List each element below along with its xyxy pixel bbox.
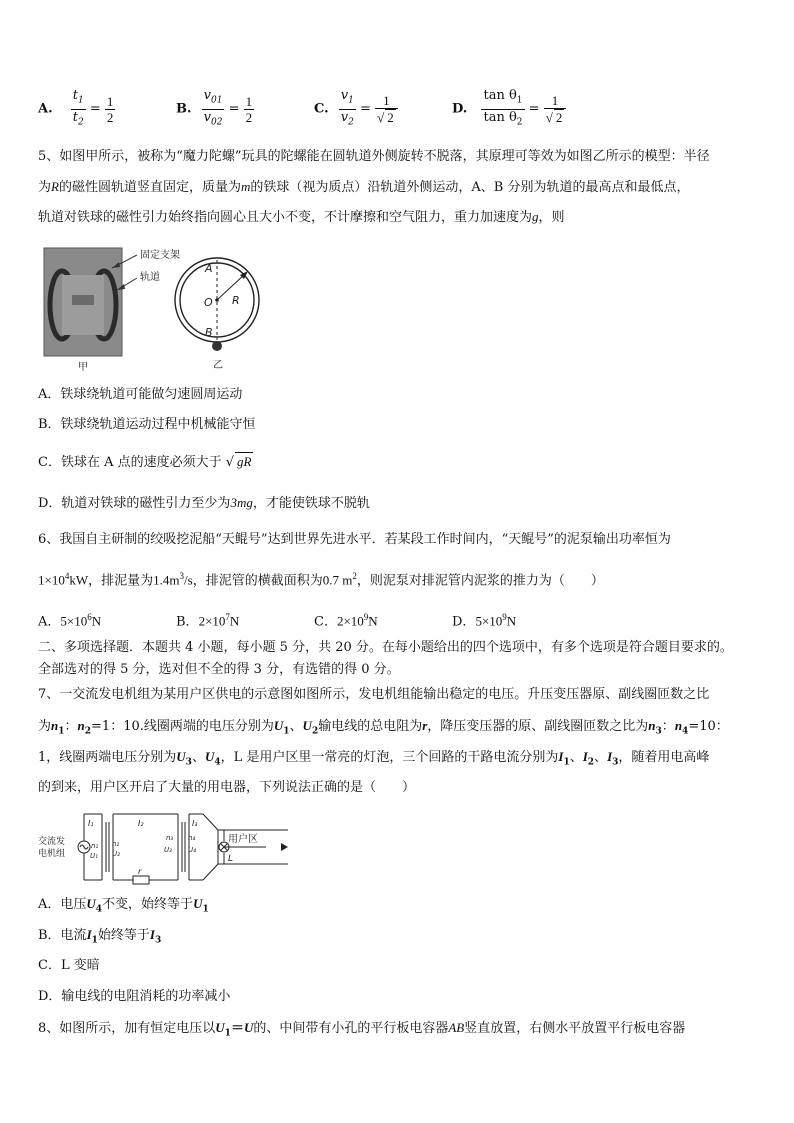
label-i1: I₁: [88, 819, 94, 828]
q5-stem-line-2: 为R的磁性圆轨道竖直固定，质量为m的铁球（视为质点）沿轨道外侧运动，A、B 分别为轨道的最高点和最低点，: [38, 179, 690, 195]
q7-stem-line-3: 1，线圈两端电压分别为$U_3$、$U_4$，L 是用户区里一常亮的灯泡，三个回路的干路电流分别为$I_1$、$I_2$、$I_3$，随着用电高峰: [38, 749, 710, 768]
q5-stem-line-1: 5、如图甲所示，被称为“魔力陀螺”玩具的陀螺能在圆轨道外侧旋转不脱落，其原理可等效为如图乙所示的模型：半径: [38, 149, 710, 164]
fraction: $\frac{v_{01}}{v_{02}}$: [203, 88, 223, 128]
iron-ball: [212, 341, 222, 351]
label-r: R: [232, 294, 240, 307]
point-o: O: [204, 296, 213, 309]
q7-option-a: A．电压$U_4$不变，始终等于$U_1$: [38, 896, 209, 915]
q7-option-b: B．电流$I_1$始终等于$I_3$: [38, 927, 162, 946]
fraction: $\frac{1}{√ 2}$: [375, 93, 398, 125]
q4-option-a: A. $\frac{t_1}{t_2}$ = $\frac{1}{2}$: [38, 88, 115, 130]
label-gen-2: 电机组: [38, 849, 66, 859]
label-i2: I₂: [138, 819, 144, 828]
label-lamp-l: L: [228, 854, 234, 864]
q7-circuit-diagram: [38, 808, 300, 888]
point-b: B: [205, 326, 213, 339]
label-u3: U₃: [164, 846, 172, 854]
q4-option-d: D. $\frac{\tan \theta_1}{\tan \theta_2}$ = $\frac{1}{√ 2}$: [452, 88, 566, 130]
q6-option-a: A．$5\times 10^6N$: [38, 612, 102, 630]
fraction: $\frac{1}{2}$: [245, 93, 253, 125]
label-n1: n₁: [91, 842, 99, 850]
q6-option-d: D．$5\times 10^9N$: [452, 612, 517, 630]
q7-option-c: C．L 变暗: [38, 958, 100, 973]
point-a: A: [205, 262, 213, 275]
fraction: $\frac{t_1}{t_2}$: [72, 88, 84, 128]
label-track: 轨道: [140, 272, 160, 283]
q8-stem-line-1: 8、如图所示，加有恒定电压以$U_1=U$的、中间带有小孔的平行板电容器AB竖直放置，右侧水平放置平行板电容器: [38, 1020, 686, 1039]
q7-stem-line-4: 的到来，用户区开启了大量的用电器，下列说法正确的是（ ）: [38, 780, 416, 795]
fraction: $\frac{v_1}{v_2}$: [340, 88, 354, 128]
label-fixed-support: 固定支架: [140, 250, 180, 261]
label-u1: U₁: [90, 852, 98, 860]
section-2-heading-line-1: 二、多项选择题．本题共 4 小题，每小题 5 分，共 20 分。在每小题给出的四个选项中，有多个选项是符合题目要求的。: [38, 640, 733, 655]
q6-stem-line-1: 6、我国自主研制的绞吸挖泥船“天鲲号”达到世界先进水平．若某段工作时间内，“天鲲号”的泥泵输出功率恒为: [38, 532, 671, 547]
q4-option-c: C. $\frac{v_1}{v_2}$ = $\frac{1}{√ 2}$: [314, 88, 398, 130]
q7-stem-line-1: 7、一交流发电机组为某用户区供电的示意图如图所示，发电机组能输出稳定的电压。升压变压器原、副线圈匝数之比: [38, 687, 710, 702]
q5-option-c: C．铁球在 A 点的速度必须大于 √ gR: [38, 454, 252, 470]
label-yi: 乙: [213, 360, 223, 371]
q6-option-b: B．$2\times 10^7N$: [176, 612, 240, 630]
q6-stem-line-2: $1\times 10^4kW$，排泥量为$1.4m^3/s$，排泥管的横截面积为0.7 $m^2$，则泥泵对排泥管内泥浆的推力为（ ）: [38, 571, 604, 589]
q5-option-d: D．轨道对铁球的磁性引力至少为3mg，才能使铁球不脱轨: [38, 495, 370, 511]
label-n2: n₂: [112, 840, 120, 848]
q5-figure: [42, 240, 282, 372]
label-i3: I₃: [192, 819, 198, 828]
q5-option-a: A．铁球绕轨道可能做匀速圆周运动: [38, 387, 243, 402]
q7-option-d: D．输电线的电阻消耗的功率减小: [38, 989, 231, 1004]
fraction: $\frac{1}{2}$: [106, 93, 114, 125]
label-gen-1: 交流发: [38, 837, 66, 847]
fraction: $\frac{1}{√ 2}$: [544, 93, 567, 125]
q7-stem-line-2: 为$n_1$：$n_2=1$：10.线圈两端的电压分别为$U_1$、$U_2$输电线的总电阻为r，降压变压器的原、副线圈匝数之比为$n_3$：$n_4=10$：: [38, 718, 729, 737]
label-n3: n₃: [166, 834, 174, 842]
label-n4: n₄: [188, 834, 196, 842]
label-user-area: 用户区: [228, 834, 258, 845]
label-u4: U₄: [188, 846, 196, 854]
label-r: r: [138, 867, 142, 876]
fraction: $\frac{\tan \theta_1}{\tan \theta_2}$: [483, 88, 523, 128]
q4-option-b: B. $\frac{v_{01}}{v_{02}}$ = $\frac{1}{2}$: [176, 88, 254, 130]
label-jia: 甲: [78, 362, 88, 372]
q6-option-c: C．$2\times 10^9N$: [314, 612, 378, 630]
q5-stem-line-3: 轨道对铁球的磁性引力始终指向圆心且大小不变，不计摩擦和空气阻力，重力加速度为g，则: [38, 209, 565, 225]
q5-option-b: B．铁球绕轨道运动过程中机械能守恒: [38, 417, 256, 432]
section-2-heading-line-2: 全部选对的得 5 分，选对但不全的得 3 分，有选错的得 0 分。: [38, 662, 400, 677]
label-u2: U₂: [112, 850, 120, 858]
